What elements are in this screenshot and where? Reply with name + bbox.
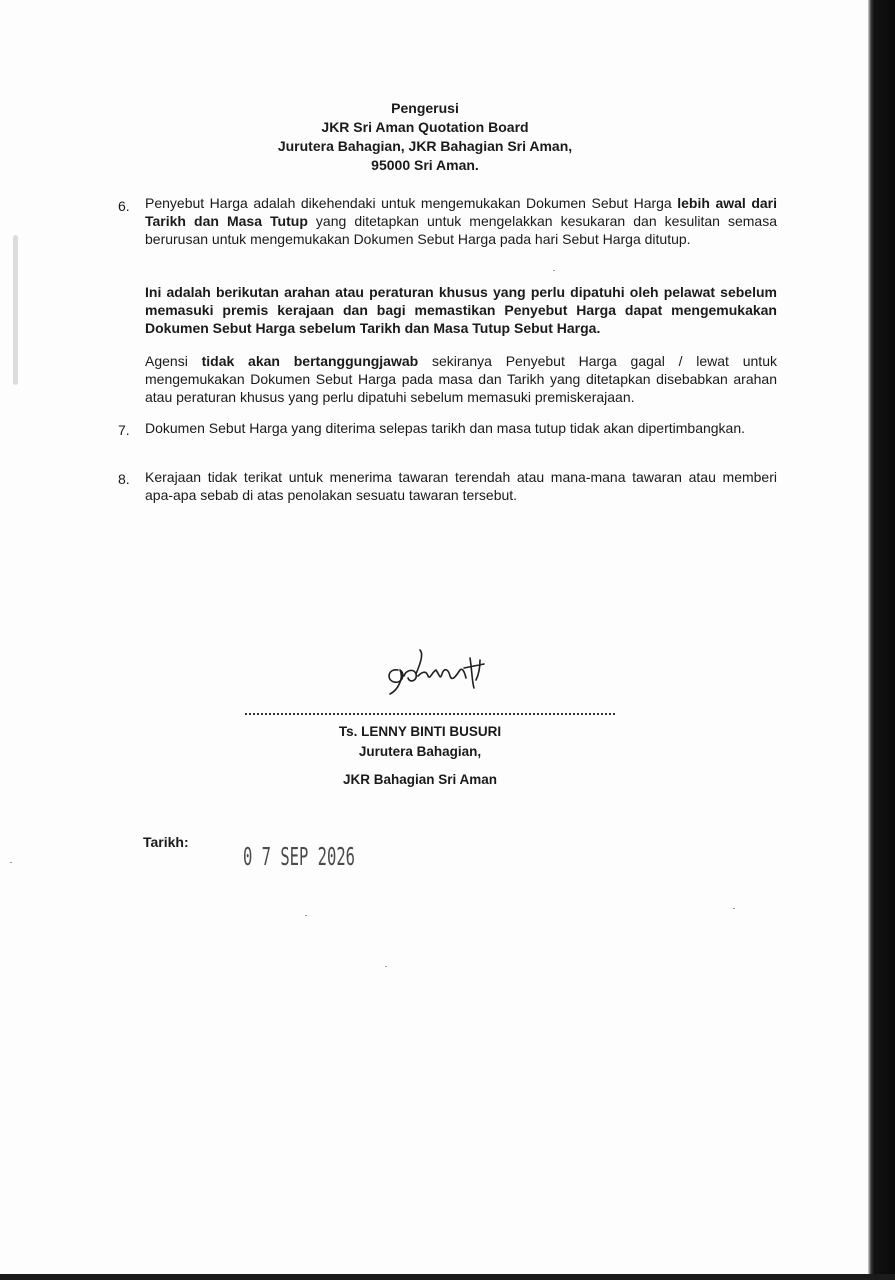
item-6-paragraph-3 [145, 352, 777, 406]
scan-speck [10, 862, 12, 863]
item-8-paragraph: Kerajaan tidak terikat untuk menerima tawaran terendah atau mana-mana tawaran atau memberi apa-apa sebab di atas penolakan sesuatu tawaran tersebut. [145, 469, 777, 503]
item-6-paragraph-2: Ini adalah berikutan arahan atau peraturan khusus yang perlu dipatuhi oleh pelawat sebelum memasuki premis kerajaan dan bagi memastikan Penyebut Harga dapat mengemukakan Dokumen Sebut Harga sebelum Tarikh dan Masa Tutup Sebut Harga. [145, 284, 777, 336]
item-6-para3-a: Agensi [145, 353, 202, 369]
item-6-text-b-bold: lebih awal dari Tarikh dan Masa Tutup [145, 195, 777, 229]
item-7-paragraph: Dokumen Sebut Harga yang diterima selepas tarikh dan masa tutup tidak akan dipertimbangkan. [145, 420, 746, 436]
addressee-header [200, 99, 650, 175]
item-6-para3-c: sekiranya Penyebut Harga gagal / lewat untuk mengemukakan Dokumen Sebut Harga pada masa dan Tarikh yang ditetapkan disebabkan arahan atau peraturan khusus yang perlu dipatuhi sebelum memasuki premiskerajaan. [145, 353, 777, 405]
item-6-paragraph-1 [145, 194, 777, 248]
scroll-indicator [13, 235, 18, 385]
item-6-para3-b-bold: tidak akan bertanggungjawab [201, 353, 419, 369]
signatory-office: JKR Bahagian Sri Aman [342, 772, 498, 787]
scan-edge-bottom [0, 1274, 895, 1280]
scan-edge-right [868, 0, 895, 1280]
scan-speck [553, 270, 555, 271]
item-8-number: 8. [118, 471, 130, 487]
item-6-text-a: Penyebut Harga adalah dikehendaki untuk mengemukakan Dokumen Sebut Harga [145, 195, 678, 211]
scan-speck [733, 908, 735, 909]
date-label: Tarikh: [143, 834, 189, 850]
signatory-title: Jurutera Bahagian, [358, 744, 482, 759]
handwritten-signature [380, 640, 510, 700]
signatory-name: Ts. LENNY BINTI BUSURI [338, 724, 502, 739]
item-7-number: 7. [118, 422, 130, 438]
scan-speck [305, 915, 307, 916]
scan-speck [385, 966, 387, 967]
signatory-block [300, 722, 540, 790]
item-6-text-c: yang ditetapkan untuk mengelakkan kesukaran dan kesulitan semasa berurusan untuk mengemukakan Dokumen Sebut Harga pada hari Sebut Harga ditutup. [145, 213, 777, 247]
item-6-number: 6. [118, 198, 130, 214]
date-stamp: 0 7 SEP 2026 [243, 842, 355, 871]
header-line-1: Pengerusi [391, 100, 459, 116]
header-line-4: 95000 Sri Aman. [371, 157, 479, 173]
signature-line [245, 713, 615, 715]
header-line-3: Jurutera Bahagian, JKR Bahagian Sri Aman, [277, 138, 573, 154]
header-line-2: JKR Sri Aman Quotation Board [321, 119, 529, 135]
